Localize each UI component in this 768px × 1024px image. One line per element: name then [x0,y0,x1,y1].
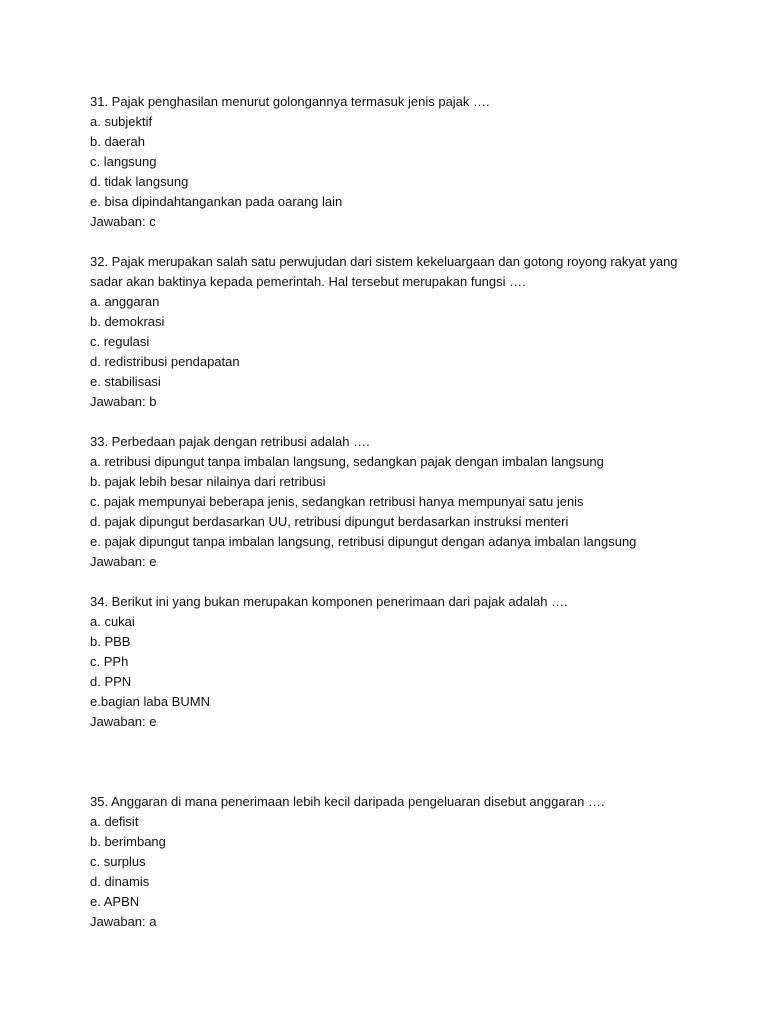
question-stem: 35. Anggaran di mana penerimaan lebih kecil daripada pengeluaran disebut anggaran …. [90,794,605,809]
answer-key: Jawaban: c [90,214,156,229]
option-c: c. regulasi [90,334,150,349]
option-a: a. anggaran [90,294,160,309]
option-c: c. PPh [90,654,129,669]
question-31 [90,92,690,232]
question-stem: 32. Pajak merupakan salah satu perwujudan dari sistem kekeluargaan dan gotong royong rakyat yang [90,254,678,269]
option-e: e. APBN [90,894,140,909]
question-32 [90,252,690,412]
answer-key: Jawaban: b [90,394,157,409]
option-b: b. PBB [90,634,131,649]
option-b: b. pajak lebih besar nilainya dari retribusi [90,474,326,489]
option-c: c. pajak mempunyai beberapa jenis, sedangkan retribusi hanya mempunyai satu jenis [90,494,584,509]
option-e: e. stabilisasi [90,374,161,389]
option-a: a. retribusi dipungut tanpa imbalan langsung, sedangkan pajak dengan imbalan langsung [90,454,604,469]
option-e: e. pajak dipungut tanpa imbalan langsung, retribusi dipungut dengan adanya imbalan langsung [90,534,637,549]
option-d: d. tidak langsung [90,174,189,189]
answer-key: Jawaban: a [90,914,157,929]
option-d: d. PPN [90,674,132,689]
option-c: c. surplus [90,854,146,869]
question-35 [90,792,690,932]
question-33 [90,432,690,572]
option-b: b. demokrasi [90,314,165,329]
option-d: d. pajak dipungut berdasarkan UU, retribusi dipungut berdasarkan instruksi menteri [90,514,569,529]
option-a: a. defisit [90,814,139,829]
option-c: c. langsung [90,154,157,169]
answer-key: Jawaban: e [90,554,157,569]
option-a: a. cukai [90,614,135,629]
question-stem: 33. Perbedaan pajak dengan retribusi adalah …. [90,434,370,449]
option-d: d. redistribusi pendapatan [90,354,240,369]
option-d: d. dinamis [90,874,150,889]
question-stem: 31. Pajak penghasilan menurut golongannya termasuk jenis pajak …. [90,94,490,109]
option-e: e. bisa dipindahtangankan pada oarang lain [90,194,343,209]
question-stem-continued: sadar akan baktinya kepada pemerintah. Hal tersebut merupakan fungsi …. [90,274,526,289]
option-b: b. daerah [90,134,145,149]
question-34 [90,592,690,732]
option-a: a. subjektif [90,114,153,129]
question-stem: 34. Berikut ini yang bukan merupakan komponen penerimaan dari pajak adalah …. [90,594,568,609]
answer-key: Jawaban: e [90,714,157,729]
option-e: e.bagian laba BUMN [90,694,210,709]
option-b: b. berimbang [90,834,166,849]
